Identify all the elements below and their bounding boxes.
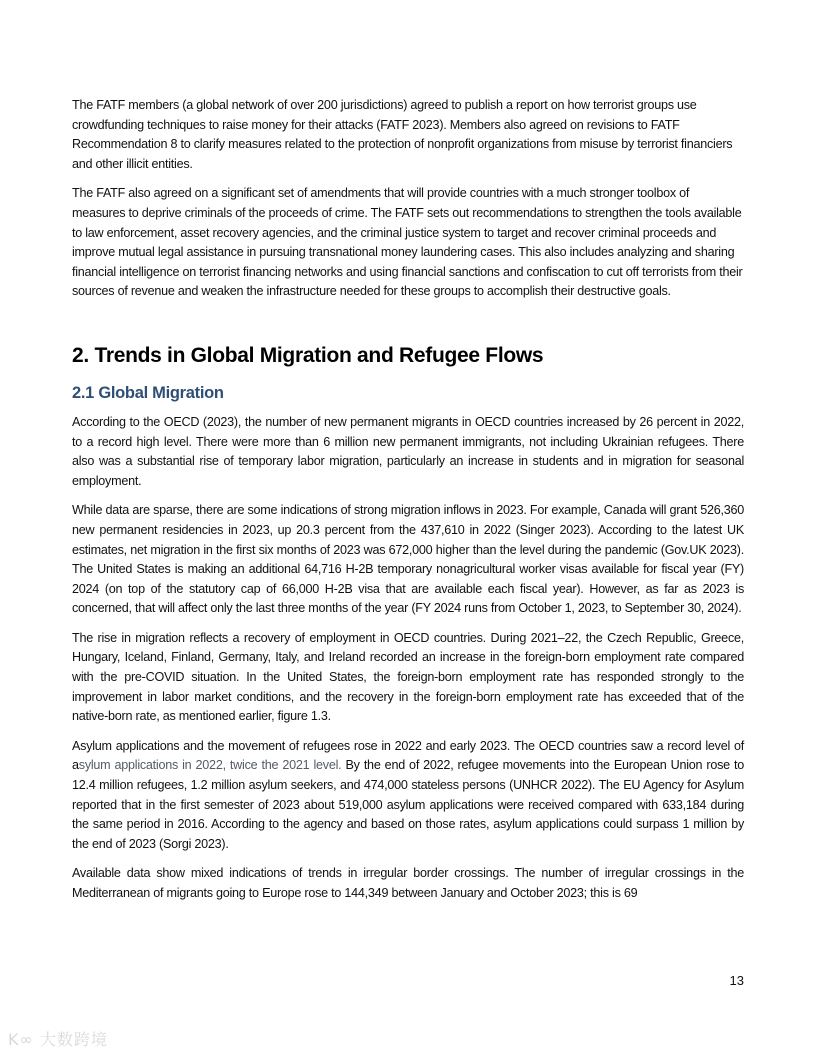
paragraph-employment-recovery: The rise in migration reflects a recovery of employment in OECD countries. During 2021–22, the Czech Republic, Greece, Hungary, Iceland, Finland, Germany, Italy, and Ireland recorded an increase in the foreign-born employment rate compared with the pre-COVID situation. In the United States, the foreign-born employment rate has responded strongly to the improvement in labor market conditions, and the recovery in the foreign-born employment rate has exceeded that of the native-born rate, as mentioned earlier, figure 1.3. bbox=[72, 630, 744, 724]
asylum-text-end: By the end of 2022, refugee movements into the European Union rose to 12.4 million refugees, 1.2 million asylum seekers, and 474,000 stateless persons (UNHCR 2022). The EU Agency for Asylum reported that in the first semester of 2023 about 519,000 asylum applications were received compared with 633,184 during the same period in 2016. According to the agency and based on those rates, asylum applications could surpass 1 million by the end of 2023 (Sorgi 2023). bbox=[72, 758, 744, 851]
watermark-logo: K∞ 大数跨境 bbox=[8, 1030, 108, 1049]
paragraph-fatf-members: The FATF members (a global network of over 200 jurisdictions) agreed to publish a report on how terrorist groups use crowdfunding techniques to raise money for their attacks (FATF 2023). Members also agreed on revisions to FATF Recommendation 8 to clarify measures related to the protection of nonprofit organizations from misuse by terrorist financiers and other illicit entities. bbox=[72, 98, 733, 171]
paragraph-fatf-amendments: The FATF also agreed on a significant set of amendments that will provide countries with a much stronger toolbox of measures to deprive criminals of the proceeds of crime. The FATF sets out recommendations to strengthen the tools available to law enforcement, asset recovery agencies, and the criminal justice system to target and recover criminal proceeds and improve mutual legal assistance in pursuing transnational money laundering cases. This also includes analyzing and sharing financial intelligence on terrorist financing networks and using financial sanctions and confiscation to cut off terrorists from their sources of revenue and weaken the infrastructure needed for these groups to accomplish their destructive goals. bbox=[72, 186, 743, 299]
subsection-heading: 2.1 Global Migration bbox=[72, 383, 224, 402]
asylum-text-start: Asylum applications and the movement of refugees rose in 2022 and early 2023. The OECD countries saw a record level of a bbox=[72, 738, 744, 773]
paragraph-oecd-migrants: According to the OECD (2023), the number of new permanent migrants in OECD countries increased by 26 percent in 2022, to a record high level. There were more than 6 million new permanent immigrants, not including Ukrainian refugees. There also was a substantial rise of temporary labor migration, particularly an increase in students and in migration for seasonal employment. bbox=[72, 414, 744, 488]
paragraph-migration-inflows: While data are sparse, there are some indications of strong migration inflows in 2023. For example, Canada will grant 526,360 new permanent residencies in 2023, up 20.3 percent from the 437,610 in 2022 (Singer 2023). According to the latest UK estimates, net migration in the first six months of 2023 was 672,000 higher than the level during the pandemic (Gov.UK 2023). The United States is making an additional 64,716 H-2B temporary nonagricultural worker visas available for fiscal year (FY) 2024 (on top of the statutory cap of 66,000 H-2B visa that are available each fiscal year). However, as far as 2023 is concerned, that will affect only the last three months of the year (FY 2024 runs from October 1, 2023, to September 30, 2024). bbox=[72, 503, 744, 616]
paragraph-asylum-applications bbox=[72, 737, 744, 855]
asylum-link[interactable]: sylum applications in 2022, twice the 2021 level. bbox=[78, 758, 342, 773]
document-page bbox=[72, 96, 744, 904]
page-number: 13 bbox=[729, 973, 744, 988]
section-heading: 2. Trends in Global Migration and Refugee Flows bbox=[72, 343, 544, 367]
paragraph-irregular-crossings: Available data show mixed indications of trends in irregular border crossings. The number of irregular crossings in the Mediterranean of migrants going to Europe rose to 144,349 between January and October 2023; this is 69 bbox=[72, 866, 744, 900]
